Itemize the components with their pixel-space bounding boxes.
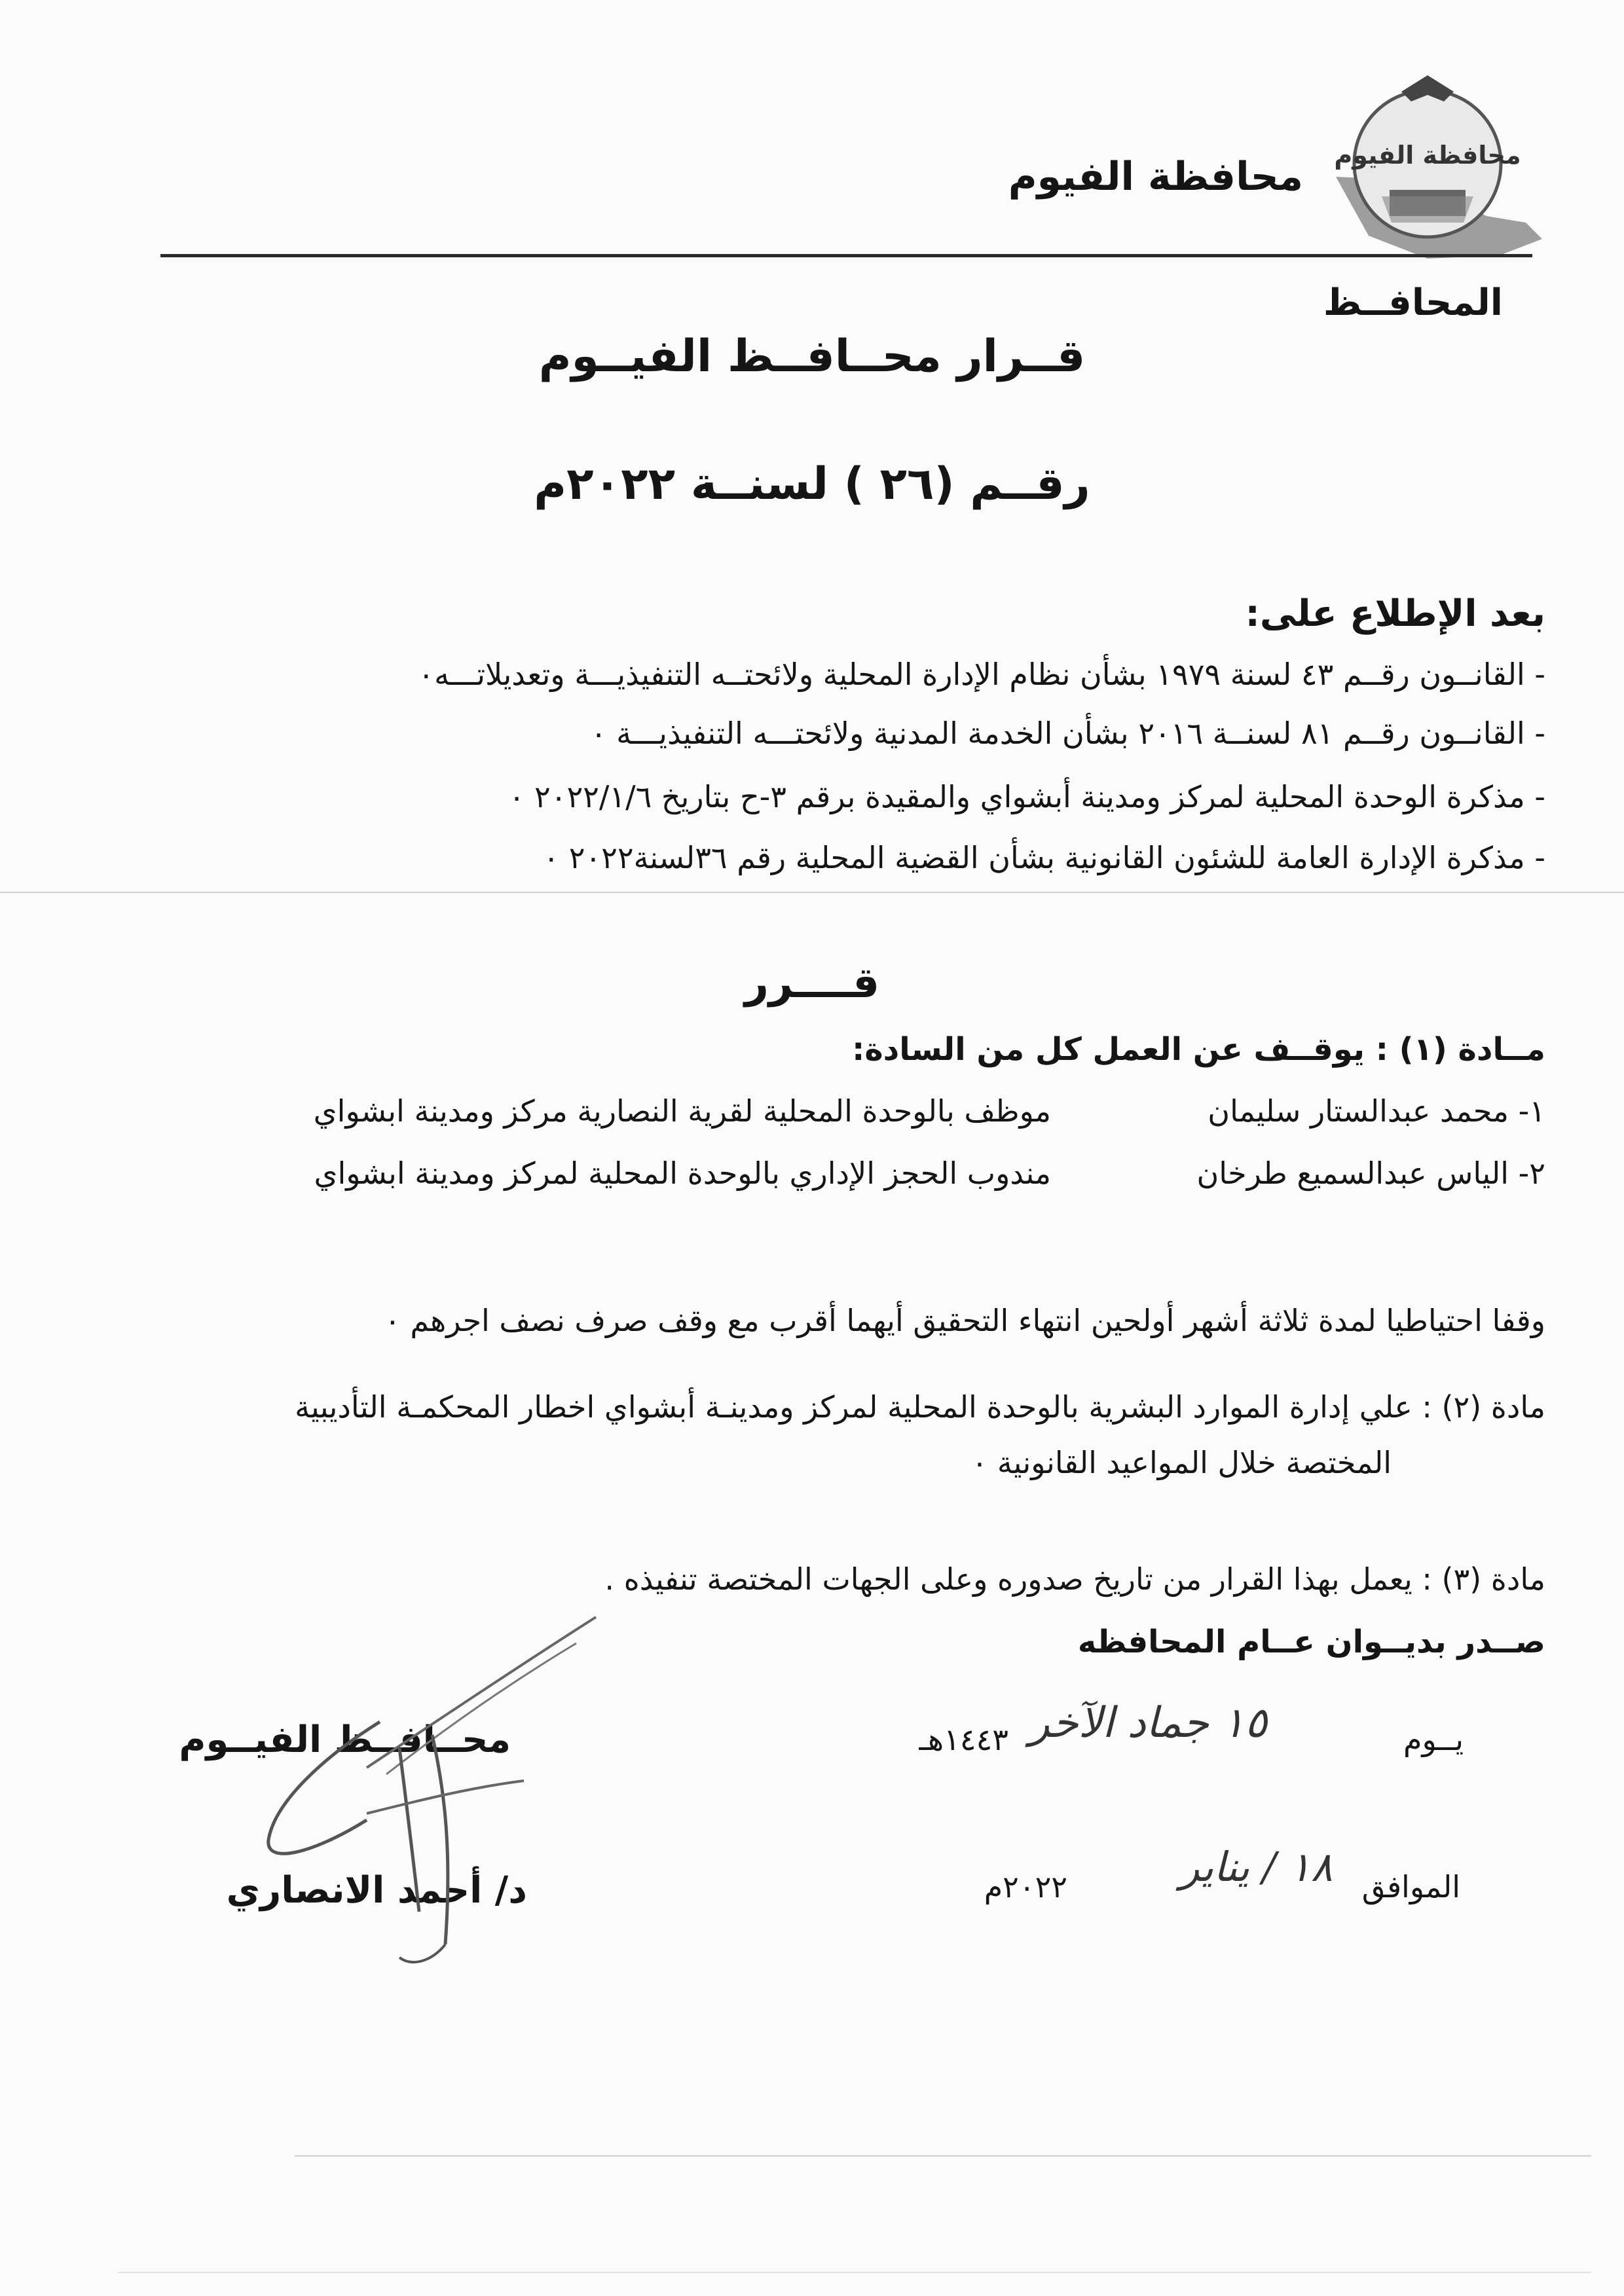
issued-at: صــدر بديــوان عــام المحافظه — [1077, 1624, 1545, 1660]
employee-job: مندوب الحجز الإداري بالوحدة المحلية لمركز ومدينة ابشواي — [314, 1156, 1051, 1191]
reference-line: - القانــون رقــم ٤٣ لسنة ١٩٧٩ بشأن نظام الإدارة المحلية ولائحتــه التنفيذيـــة وتعديلاتـــه٠ — [418, 657, 1545, 692]
bottom-rule — [118, 2272, 1591, 2273]
employee-name: ١- محمد عبدالستار سليمان — [1208, 1093, 1545, 1129]
decree-number: رقــم (٢٦ ) لسنــة ٢٠٢٢م — [534, 458, 1090, 510]
governorate-logo — [1329, 65, 1545, 262]
reference-line: - القانــون رقــم ٨١ لسنــة ٢٠١٦ بشأن الخدمة المدنية ولائحتـــه التنفيذيـــة ٠ — [590, 716, 1545, 751]
header-divider — [160, 254, 1532, 257]
logo-text: محافظة الفيوم — [1334, 141, 1521, 170]
hijri-year: ١٤٤٣هـ — [919, 1722, 1008, 1757]
employee-name: ٢- الياس عبدالسميع طرخان — [1196, 1156, 1545, 1191]
day-label: يــوم — [1403, 1722, 1464, 1757]
signatory-title: محــافــظ الفيــوم — [179, 1719, 511, 1761]
bottom-rule — [295, 2155, 1591, 2157]
decree-title: قــرار محــافــظ الفيــوم — [538, 331, 1086, 382]
gregorian-year: ٢٠٢٢م — [984, 1869, 1067, 1904]
preamble-heading: بعد الإطلاع على: — [1245, 592, 1545, 635]
employee-job: موظف بالوحدة المحلية لقرية النصارية مركز ومدينة ابشواي — [313, 1093, 1051, 1129]
reference-line: - مذكرة الإدارة العامة للشئون القانونية بشأن القضية المحلية رقم ٣٦لسنة٢٠٢٢ ٠ — [543, 840, 1545, 875]
decided-heading: قــــرر — [744, 959, 880, 1008]
reference-line: - مذكرة الوحدة المحلية لمركز ومدينة أبشواي والمقيدة برقم ٣-ح بتاريخ ٢٠٢٢/١/٦ ٠ — [508, 779, 1545, 814]
office-title: المحافــظ — [1323, 282, 1503, 324]
article-3-text: مادة (٣) : يعمل بهذا القرار من تاريخ صدوره وعلى الجهات المختصة تنفيذه . — [604, 1561, 1545, 1597]
signature — [249, 1604, 629, 1971]
article-2-text: مادة (٢) : علي إدارة الموارد البشرية بالوحدة المحلية لمركز ومدينـة أبشواي اخطار المحكمـة التأديبية — [295, 1389, 1545, 1425]
corresponding-label: الموافق — [1361, 1869, 1460, 1904]
signatory-name: د/ أحمد الانصاري — [226, 1869, 527, 1912]
scan-fold-line — [0, 892, 1624, 893]
governorate-name: محافظة الفيوم — [1008, 154, 1303, 200]
gregorian-date-handwritten: ١٨ / يناير — [1179, 1843, 1333, 1891]
article-1-heading: مــادة (١) : يوقــف عن العمل كل من السادة: — [852, 1031, 1545, 1068]
article-2-text-continued: المختصة خلال المواعيد القانونية ٠ — [971, 1445, 1392, 1480]
hijri-date-handwritten: ١٥ جماد الآخر — [1029, 1699, 1267, 1747]
suspension-text: وقفا احتياطيا لمدة ثلاثة أشهر أولحين انتهاء التحقيق أيهما أقرب مع وقف صرف نصف اجرهم ٠ — [384, 1303, 1545, 1338]
